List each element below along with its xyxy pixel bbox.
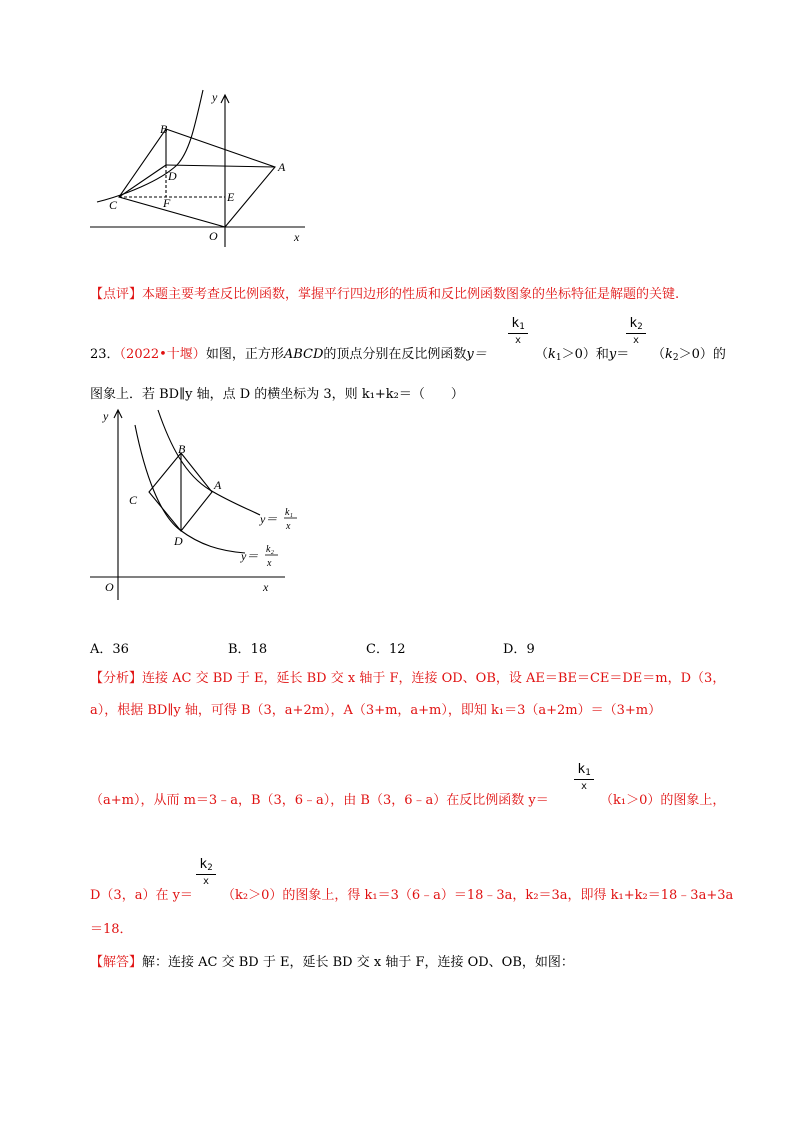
fig1-label-x: x bbox=[294, 230, 300, 244]
question-abcd: ABCD bbox=[283, 347, 324, 362]
frac-den2: x bbox=[632, 335, 640, 346]
fig1-label-C: C bbox=[109, 198, 118, 212]
option-D[interactable] bbox=[503, 638, 535, 657]
afrac-sub: 1 bbox=[585, 768, 591, 778]
question-23-line2: 图象上．若 BD∥y 轴，点 D 的横坐标为 3，则 k₁+k₂＝（ ） bbox=[90, 387, 464, 402]
analysis-frac-k1 bbox=[574, 762, 594, 792]
hyperbola-curve bbox=[97, 90, 203, 202]
fig2-label-C: C bbox=[129, 493, 138, 507]
analysis-line4-pre: D（3，a）在 y＝ bbox=[90, 888, 193, 903]
solution-line bbox=[90, 951, 574, 970]
comment-line bbox=[90, 283, 679, 302]
option-value: 9 bbox=[526, 642, 535, 657]
question-number: 23． bbox=[90, 347, 120, 362]
fig1-label-A: A bbox=[278, 160, 286, 174]
curve2-den: x bbox=[267, 558, 272, 569]
option-A[interactable] bbox=[90, 638, 129, 657]
option-letter: D． bbox=[503, 642, 527, 657]
frac-den: x bbox=[514, 335, 522, 346]
fig2-label-y: y bbox=[103, 409, 109, 423]
frac-sub: 1 bbox=[519, 322, 525, 332]
analysis-text1: 连接 AC 交 BD 于 E，延长 BD 交 x 轴于 F，连接 OD、OB，设 AE＝BE＝CE＝DE＝m，D（3， bbox=[142, 671, 726, 686]
fig1-label-E: E bbox=[227, 190, 235, 204]
question-23-cond2: $(k_2>0)$的 bbox=[652, 347, 726, 363]
fig2-label-O: O bbox=[105, 580, 114, 594]
question-text2: 的顶点分别在反比例函数 bbox=[323, 347, 467, 362]
option-letter: C． bbox=[366, 642, 389, 657]
cond2-post: ＞0）的 bbox=[678, 347, 726, 362]
analysis-frac-k2 bbox=[196, 857, 216, 887]
solution-text: 解：连接 AC 交 BD 于 E，延长 BD 交 x 轴于 F，连接 OD、OB，如图： bbox=[142, 955, 574, 970]
analysis-line5: ＝18． bbox=[90, 922, 133, 937]
comment-tag: 【点评】 bbox=[90, 287, 143, 302]
figure-square bbox=[85, 405, 315, 605]
analysis-line2: a），根据 BD∥y 轴，可得 B（3，a+2m），A（3+m，a+m），即知 k₁＝3（a+2m）＝（3+m） bbox=[90, 703, 662, 718]
solution-tag: 【解答】 bbox=[90, 955, 143, 970]
cond2-sub: 2 bbox=[672, 353, 679, 363]
analysis-line4-end: （k₂＞0）的图象上，得 k₁＝3（6﹣a）＝18﹣3a，k₂＝3a，即得 k₁+k₂＝18﹣3a+3a bbox=[222, 888, 734, 903]
question-text: 如图，正方形 bbox=[205, 347, 284, 362]
comment-text: 本题主要考查反比例函数，掌握平行四边形的性质和反比例函数图象的坐标特征是解题的关键. bbox=[142, 287, 680, 302]
y-equals: y＝ bbox=[466, 347, 487, 362]
curve2-k2: k₂ bbox=[266, 544, 274, 555]
parallelogram-ABAC bbox=[119, 129, 275, 227]
fig2-label-A: A bbox=[214, 478, 222, 492]
question-23-cond: $(k_1>0)$和y＝ bbox=[535, 347, 630, 363]
fig2-label-D: D bbox=[174, 534, 183, 548]
curve1-den: x bbox=[286, 521, 291, 532]
analysis-line3 bbox=[90, 789, 549, 808]
curve2-label: y＝ bbox=[241, 549, 259, 563]
fig1-label-D: D bbox=[168, 169, 177, 183]
fig1-label-y: y bbox=[212, 90, 218, 104]
question-source: （2022•十堰） bbox=[119, 347, 206, 362]
fig1-label-B: B bbox=[160, 122, 168, 136]
option-B[interactable] bbox=[228, 638, 267, 657]
frac-num2: k bbox=[629, 316, 638, 331]
fig2-label-B: B bbox=[178, 442, 186, 456]
option-value: 36 bbox=[112, 642, 129, 657]
analysis-text3: （a+m），从而 m＝3﹣a，B（3，6﹣a），由 B（3，6﹣a）在反比例函数 y＝ bbox=[90, 793, 549, 808]
fig2-label-x: x bbox=[263, 580, 269, 594]
cond1-sub: 1 bbox=[555, 353, 562, 363]
cond1-post: ＞0）和 bbox=[561, 347, 609, 362]
cond-paren: （ bbox=[535, 347, 549, 362]
frac-num: k bbox=[511, 316, 520, 331]
cond1-k: k bbox=[548, 347, 556, 362]
option-value: 18 bbox=[250, 642, 268, 657]
question-23-line1 bbox=[90, 343, 487, 362]
fraction-k1-over-x bbox=[508, 316, 528, 346]
afrac-den: x bbox=[580, 781, 588, 792]
curve1-label: y＝ bbox=[260, 512, 278, 526]
option-letter: B． bbox=[228, 642, 251, 657]
fraction-k2-over-x bbox=[626, 316, 646, 346]
analysis-tag: 【分析】 bbox=[90, 671, 143, 686]
afrac2-den: x bbox=[202, 876, 210, 887]
afrac2-num: k bbox=[199, 857, 208, 872]
fig1-label-O: O bbox=[209, 229, 218, 243]
analysis-line1 bbox=[90, 667, 725, 686]
fig1-label-F: F bbox=[163, 196, 171, 210]
cond2-k: k bbox=[665, 347, 673, 362]
frac-sub2: 2 bbox=[637, 322, 643, 332]
option-value: 12 bbox=[388, 642, 406, 657]
afrac-num: k bbox=[577, 762, 586, 777]
option-C[interactable] bbox=[366, 638, 406, 657]
figure-parallelogram bbox=[85, 85, 315, 255]
afrac2-sub: 2 bbox=[207, 863, 213, 873]
analysis-line3-end: （k₁＞0）的图象上， bbox=[600, 793, 726, 808]
option-letter: A． bbox=[90, 642, 113, 657]
curve1-k1: k₁ bbox=[285, 507, 293, 518]
